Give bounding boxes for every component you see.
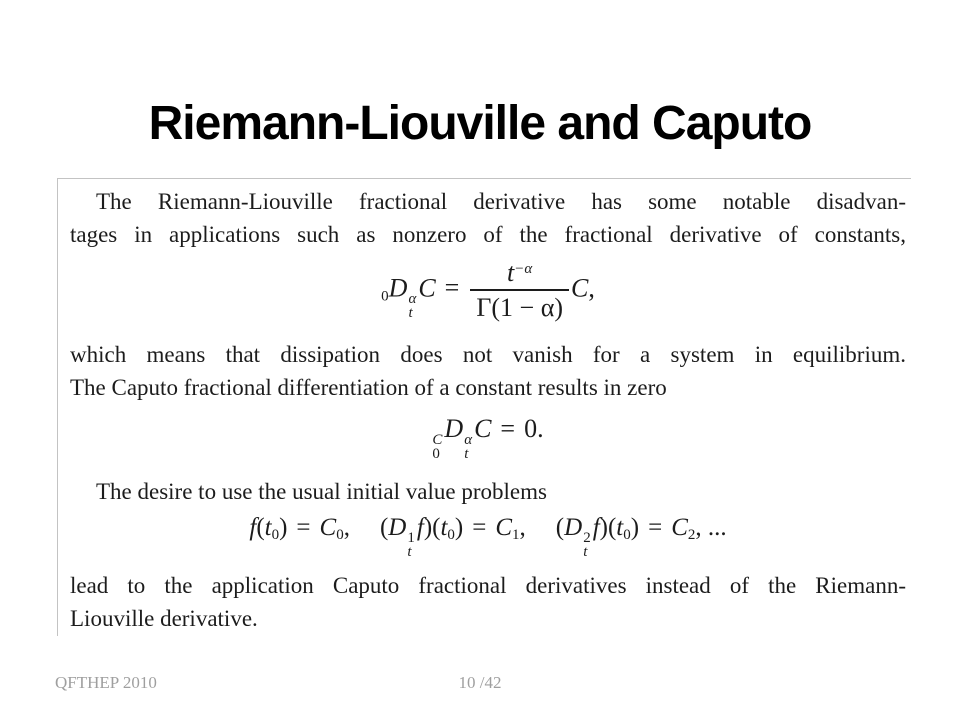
footer-page-number: 10 /42: [458, 673, 502, 692]
formula-initial-values: [70, 514, 906, 559]
math-ellipsis: , ...: [695, 513, 727, 541]
math-var-C: C: [570, 273, 589, 303]
math-paren: )(: [599, 513, 617, 541]
math-supsub-stack: [407, 531, 415, 559]
math-var-C: C: [671, 513, 688, 541]
math-var-t: t: [507, 258, 515, 287]
math-operator-D: D: [388, 273, 408, 303]
math-operator-D: D: [388, 513, 407, 541]
math-sub-0: 0: [336, 526, 344, 543]
body-line-p1-2: tages in applications such as nonzero of the fractional derivative of constants,: [70, 222, 906, 247]
math-fraction: [470, 259, 569, 322]
math-sub-1: 1: [512, 526, 520, 543]
math-sub-t: t: [464, 445, 469, 462]
math-var-C: C: [495, 513, 513, 541]
content-frame: [57, 178, 911, 636]
math-sub-2: 2: [687, 526, 696, 543]
footer-conference: QFTHEP 2010: [55, 673, 157, 692]
math-supsub-stack: [583, 531, 591, 559]
math-sup-1: 1: [407, 529, 415, 546]
math-paren: ): [630, 513, 640, 541]
math-var-C: C: [418, 273, 436, 303]
math-paren: ): [454, 513, 464, 541]
math-paren: )(: [423, 513, 441, 541]
math-var-f: f: [416, 513, 424, 541]
math-presup-C: C: [432, 431, 443, 448]
body-line-p1-1: The Riemann-Liouville fractional derivative has some notable disadvan-: [96, 189, 906, 214]
math-operator-D: D: [444, 413, 464, 443]
math-var-t: t: [616, 513, 624, 541]
slide-title: Riemann-Liouville and Caputo: [148, 97, 812, 151]
math-sub-0: 0: [623, 526, 631, 543]
math-paren: (: [379, 513, 389, 541]
math-sub-t: t: [407, 543, 412, 560]
body-line-p2-1: which means that dissipation does not vanish for a system in equilibrium.: [70, 341, 906, 367]
math-sup-alpha: α: [464, 431, 473, 448]
math-paren: ): [279, 513, 288, 541]
math-supsub-stack: [464, 433, 472, 461]
math-fraction-denominator: Γ(1 − α): [476, 293, 563, 323]
math-equals: =: [444, 273, 460, 303]
body-line-p4-2: Liouville derivative.: [70, 605, 258, 631]
body-line-p3-1: The desire to use the usual initial value problems: [96, 478, 547, 504]
math-var-C: C: [319, 513, 337, 541]
math-prescript-sub: 0: [381, 288, 389, 305]
math-var-t: t: [264, 513, 272, 541]
math-sup-alpha: α: [408, 291, 417, 308]
formula-caputo: [70, 414, 906, 461]
math-var-f: f: [249, 513, 257, 541]
math-group-3: [555, 513, 727, 560]
math-supsub-stack: [408, 292, 416, 320]
math-sub-0: 0: [447, 526, 455, 543]
math-paren: (: [256, 513, 265, 541]
math-equals: =: [472, 513, 487, 541]
math-sub-t: t: [408, 305, 413, 322]
math-comma: ,: [588, 273, 595, 303]
math-comma: ,: [343, 513, 350, 541]
math-fraction-numerator: [470, 259, 569, 291]
formula-riemann-liouville: [70, 259, 906, 322]
math-prescript-stack: [432, 433, 442, 461]
math-sup-minus-alpha: −α: [514, 261, 533, 277]
math-rhs-zero: 0.: [524, 413, 544, 443]
math-operator-D: D: [564, 513, 583, 541]
math-sup-2: 2: [583, 529, 591, 546]
math-var-C: C: [474, 413, 492, 443]
math-equals: =: [296, 513, 311, 541]
math-sub-0: 0: [271, 526, 280, 543]
math-comma: ,: [519, 513, 526, 541]
math-var-t: t: [440, 513, 448, 541]
math-group-2: [379, 513, 526, 560]
math-equals: =: [648, 513, 663, 541]
math-sub-t: t: [583, 543, 588, 560]
math-paren: (: [555, 513, 565, 541]
math-var-f: f: [592, 513, 600, 541]
body-line-p2-2: The Caputo fractional differentiation of a constant results in zero: [70, 374, 667, 400]
math-equals: =: [500, 413, 516, 443]
math-presub-0: 0: [432, 445, 440, 462]
math-group-1: [249, 514, 350, 541]
body-line-p4-1: lead to the application Caputo fractional derivatives instead of the Riemann-: [70, 572, 906, 598]
